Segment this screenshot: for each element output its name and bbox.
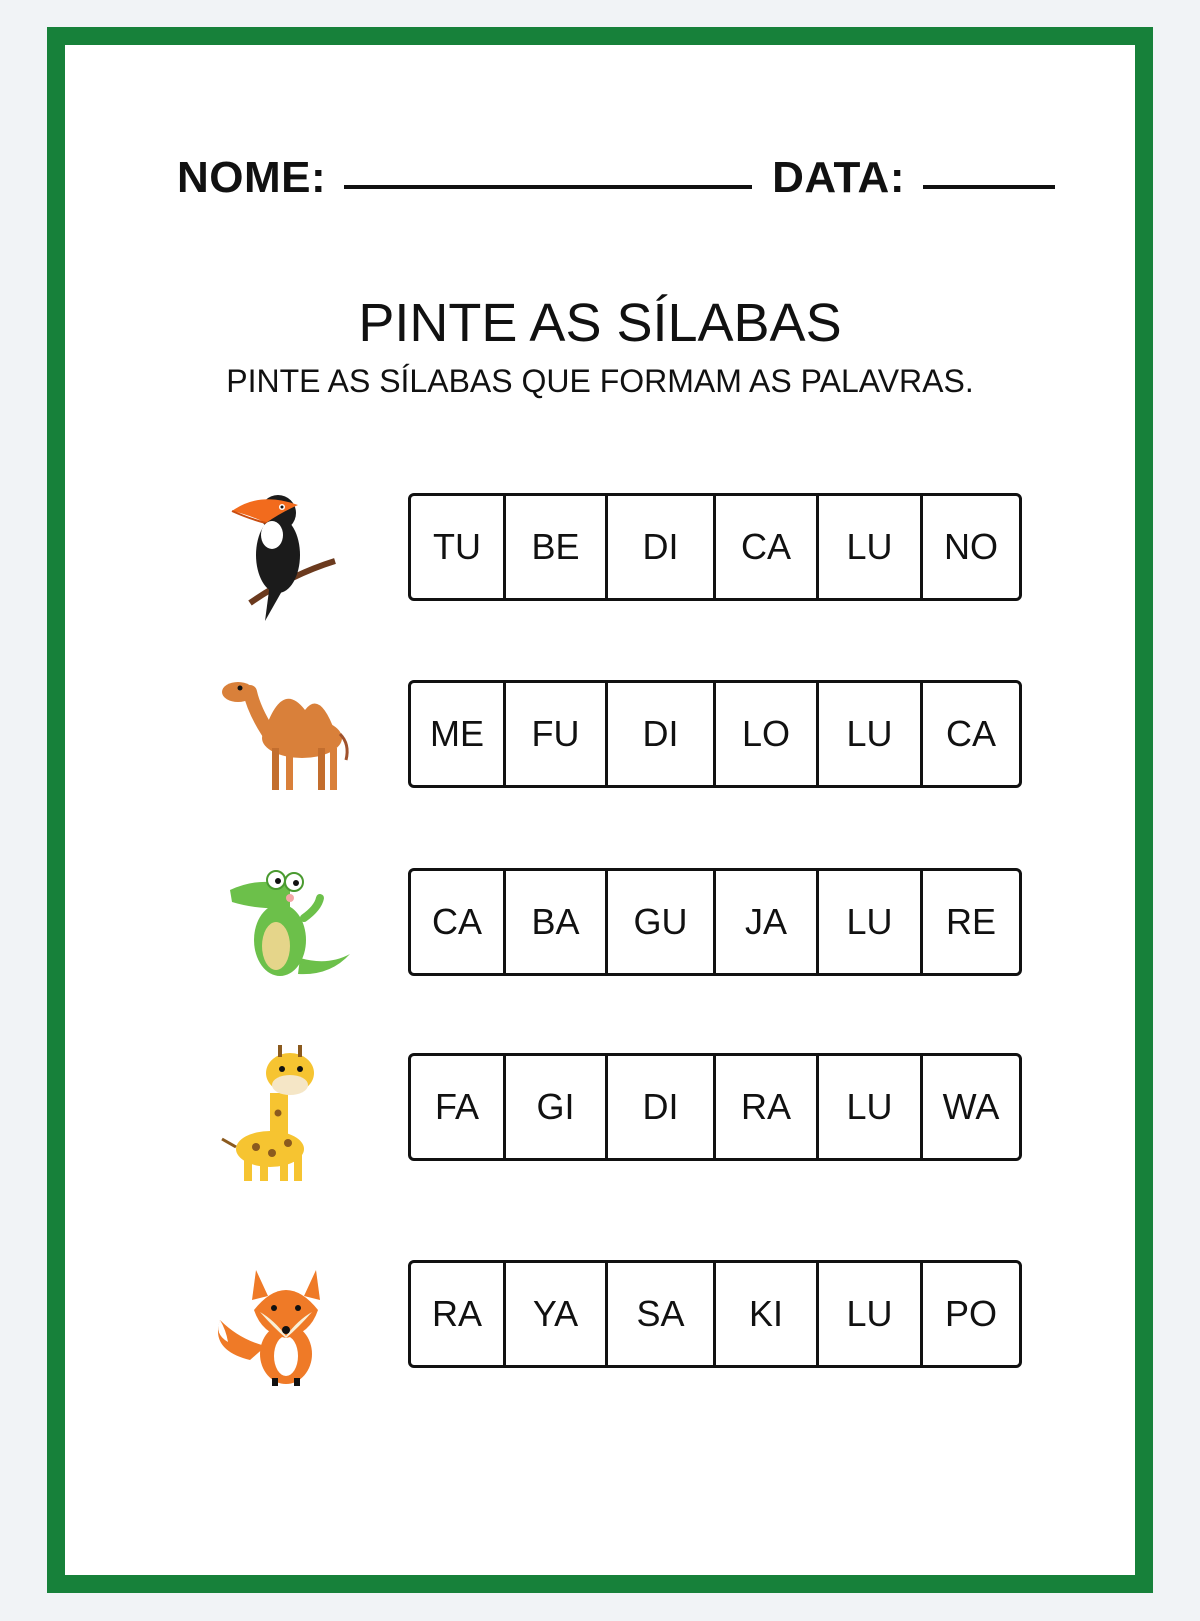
syllable-box[interactable]: WA <box>942 1086 1000 1127</box>
syllable-box[interactable]: CA <box>411 871 506 973</box>
syllable-box[interactable]: LU <box>819 1056 923 1158</box>
syllable-box[interactable]: CA <box>716 496 819 598</box>
syllable-row-2 <box>65 680 1135 790</box>
date-label: DATA: <box>772 153 905 202</box>
syllable-box[interactable]: JA <box>716 871 819 973</box>
giraffe-icon <box>210 1043 360 1183</box>
syllable-box[interactable]: TU <box>411 496 506 598</box>
syllable-box[interactable]: GU <box>608 871 716 973</box>
syllable-boxes <box>408 680 1022 788</box>
page-title: PINTE AS SÍLABAS <box>358 293 842 353</box>
syllable-box[interactable]: BA <box>506 871 608 973</box>
syllable-box[interactable]: LU <box>819 871 923 973</box>
syllable-box[interactable]: FA <box>411 1056 506 1158</box>
page-subtitle: PINTE AS SÍLABAS QUE FORMAM AS PALAVRAS. <box>226 363 974 399</box>
syllable-box[interactable]: LU <box>819 1263 923 1365</box>
syllable-box[interactable]: DI <box>608 683 716 785</box>
worksheet-page <box>47 27 1153 1593</box>
name-label: NOME: <box>177 153 327 202</box>
syllable-box[interactable]: RE <box>945 901 996 942</box>
toucan-icon <box>210 483 360 623</box>
syllable-box[interactable]: DI <box>608 496 716 598</box>
syllable-box[interactable]: LO <box>716 683 819 785</box>
syllable-box[interactable]: YA <box>506 1263 608 1365</box>
syllable-box[interactable]: GI <box>506 1056 608 1158</box>
syllable-row-1 <box>65 493 1135 603</box>
syllable-box[interactable]: LU <box>819 683 923 785</box>
syllable-box[interactable]: FU <box>506 683 608 785</box>
syllable-box[interactable]: PO <box>944 1293 997 1334</box>
syllable-box[interactable]: LU <box>819 496 923 598</box>
syllable-box[interactable]: KI <box>716 1263 819 1365</box>
syllable-row-3 <box>65 868 1135 978</box>
syllable-box[interactable]: RA <box>411 1263 506 1365</box>
syllable-box[interactable]: NO <box>944 526 998 567</box>
syllable-box[interactable]: BE <box>506 496 608 598</box>
camel-icon <box>210 670 360 810</box>
fox-icon <box>210 1250 360 1390</box>
syllable-box[interactable]: RA <box>716 1056 819 1158</box>
syllable-boxes <box>408 1053 1022 1161</box>
syllable-box[interactable]: SA <box>608 1263 716 1365</box>
header-line <box>177 153 1055 203</box>
syllable-boxes <box>408 868 1022 976</box>
syllable-row-5 <box>65 1260 1135 1370</box>
date-blank[interactable] <box>923 185 1055 189</box>
name-blank[interactable] <box>344 185 752 189</box>
syllable-row-4 <box>65 1053 1135 1163</box>
crocodile-icon <box>210 858 360 998</box>
syllable-box[interactable]: ME <box>411 683 506 785</box>
syllable-boxes <box>408 1260 1022 1368</box>
syllable-boxes <box>408 493 1022 601</box>
syllable-box[interactable]: DI <box>608 1056 716 1158</box>
syllable-box[interactable]: CA <box>945 713 996 754</box>
